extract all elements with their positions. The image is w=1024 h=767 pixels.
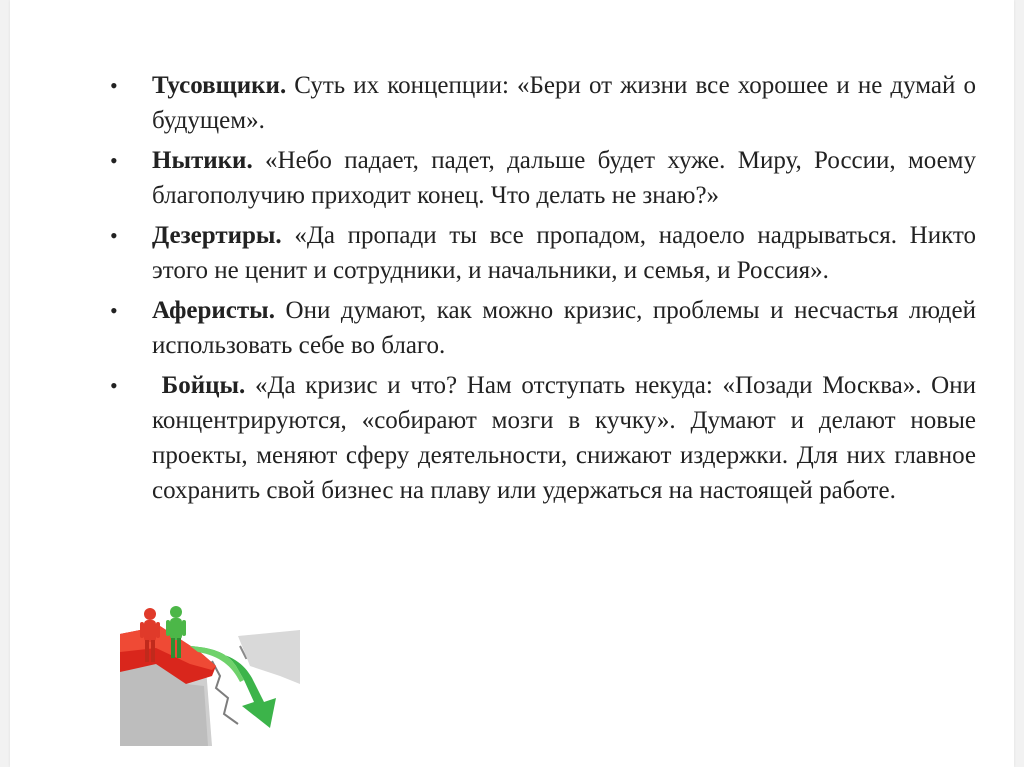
- bullet-icon: •: [110, 298, 118, 323]
- item-text: Суть их концепции: «Бери от жизни все хорошее и не думай о будущем».: [152, 72, 976, 134]
- list-item: [110, 68, 976, 138]
- slide: [10, 0, 1014, 767]
- item-term: Дезертиры.: [152, 222, 282, 249]
- item-text: «Да пропади ты все пропадом, надоело надрываться. Никто этого не ценит и сотрудники, и начальники, и семья, и Россия».: [152, 222, 976, 284]
- item-text: «Да кризис и что? Нам отступать некуда: «Позади Москва». Они концентрируются, «собирают мозги в кучку». Думают и делают новые проекты, меняют сферу деятельности, снижают издержки. Для них главное сохранить свой бизнес на плаву или удержаться на настоящей работе.: [152, 372, 976, 504]
- bullet-icon: •: [110, 73, 118, 98]
- bullet-icon: •: [110, 373, 118, 398]
- bullet-icon: •: [110, 223, 118, 248]
- item-term: Аферисты.: [152, 297, 275, 324]
- list-item: [110, 143, 976, 213]
- item-term: Тусовщики.: [152, 72, 287, 99]
- list-item: [110, 293, 976, 363]
- list-item: [110, 368, 976, 508]
- list-item: [110, 218, 976, 288]
- item-text: Они думают, как можно кризис, проблемы и несчастья людей использовать себе во благо.: [152, 297, 976, 359]
- item-term: Бойцы.: [152, 372, 246, 399]
- item-term: Нытики.: [152, 147, 253, 174]
- bullet-list: [110, 68, 976, 513]
- item-text: «Небо падает, падет, дальше будет хуже. Миру, России, моему благополучию приходит конец. Что делать не знаю?»: [152, 147, 976, 209]
- crisis-gap-arrows-people-icon: [120, 606, 300, 746]
- bullet-icon: •: [110, 148, 118, 173]
